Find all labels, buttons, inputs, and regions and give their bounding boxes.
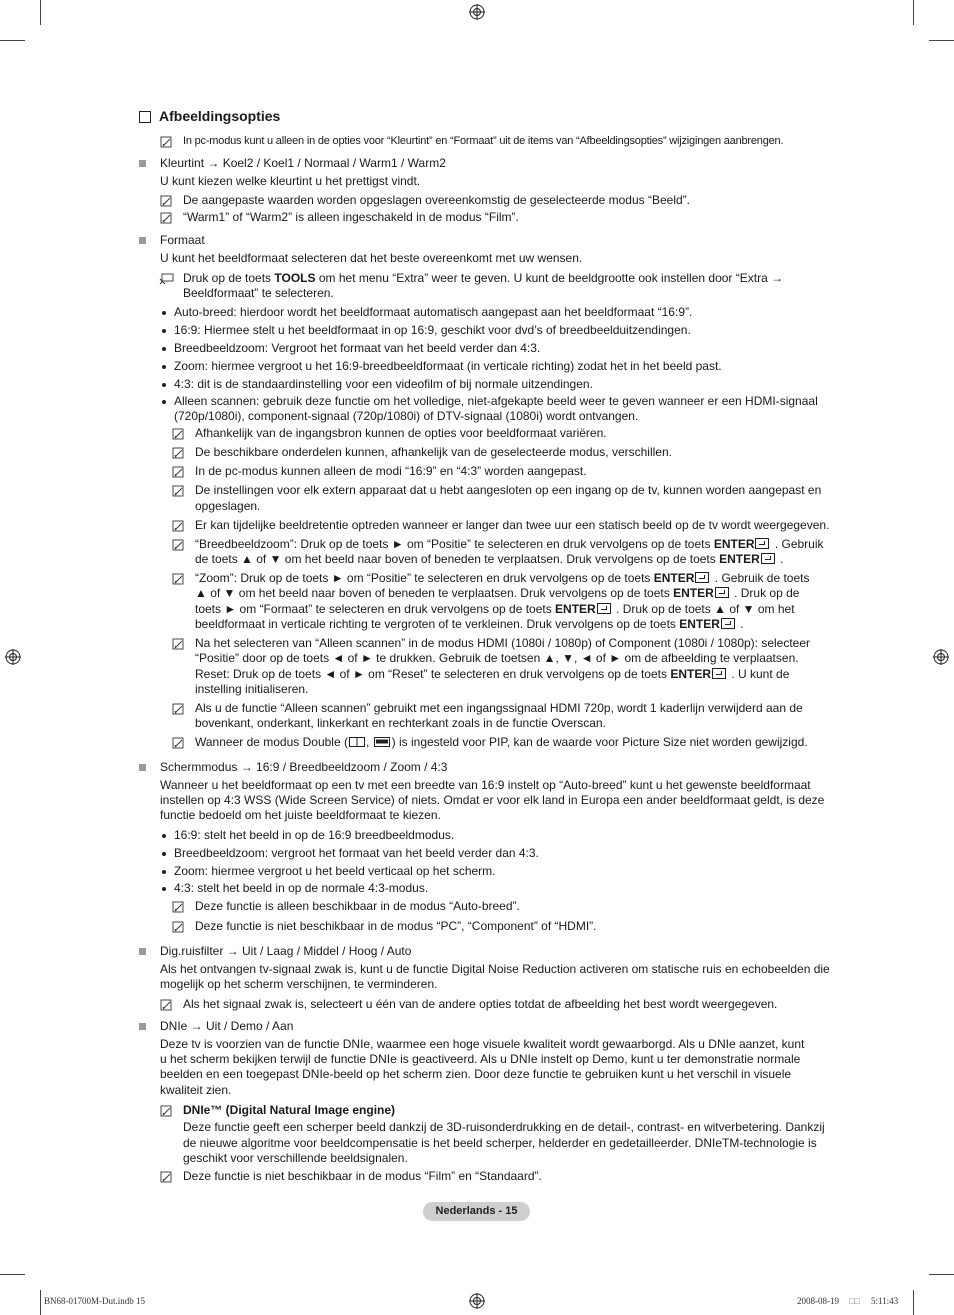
dnie-desc: beelden en een toegepast DNIe-beeld op het scherm zien. Door deze functie te gebruiken kunt u het verschil in visuele [160,1067,792,1081]
schermmodus-bullet: 4:3: stelt het beeld in op de normale 4:3-modus. [174,881,429,895]
bullet-dot-icon [162,852,166,856]
formaat-note: Als u de functie “Alleen scannen” gebruikt met een ingangssignaal HDMI 720p, wordt 1 kaderlijn verwijderd aan de [195,701,803,715]
note-icon [172,901,184,913]
bullet-square-icon [139,1023,146,1030]
note-icon [172,573,184,585]
kleurtint-note: “Warm1” of “Warm2” is alleen ingeschakeld in de modus “Film”. [183,210,519,224]
schermmodus-note: Deze functie is alleen beschikbaar in de modus “Auto-breed”. [195,899,520,913]
kleurtint-desc: U kunt kiezen welke kleurtint u het prettigst vindt. [160,174,421,188]
bullet-dot-icon [162,311,166,315]
crop-mark [40,0,41,25]
note-icon [172,520,184,532]
note-icon [172,703,184,715]
formaat-bullet: Alleen scannen: gebruik deze functie om het volledige, niet-afgekapte beeld weer te geven wanneer er een HDMI-signaal [174,394,818,408]
bullet-dot-icon [162,887,166,891]
formaat-note: “Breedbeeldzoom”: Druk op de toets ► om “Positie” te selecteren en druk vervolgens op de toets ENTER . Gebruik [195,537,824,551]
dnie-note: Deze functie is niet beschikbaar in de modus “Film” en “Standaard”. [183,1169,542,1183]
formaat-note-cont: opgeslagen. [195,499,261,513]
schermmodus-note: Deze functie is niet beschikbaar in de modus “PC”, “Component” of “HDMI”. [195,919,597,933]
formaat-note: Er kan tijdelijke beeldretentie optreden wanneer er langer dan twee uur een statisch beeld op de tv wordt weergegeven. [195,518,830,532]
formaat-note: Afhankelijk van de ingangsbron kunnen de opties voor beeldformaat variëren. [195,426,607,440]
formaat-note: De beschikbare onderdelen kunnen, afhankelijk van de geselecteerde modus, verschillen. [195,445,672,459]
formaat-note-cont: bovenkant, onderkant, linkerkant en rechterkant zoals in de functie Overscan. [195,716,606,730]
dnie-note-body: Deze functie geeft een scherper beeld dankzij de 3D-ruisonderdrukking en de detail-, contrast- en witverbetering. Dankzij [183,1120,825,1134]
footer-file: BN68-01700M-Dut.indb 15 [44,1296,145,1306]
formaat-bullet-cont: (720p/1080i), component-signaal (720p/1080i) of DTV-signaal (1080i) wordt ontvangen. [174,409,639,423]
ruisfilter-desc: Als het ontvangen tv-signaal zwak is, kunt u de functie Digital Noise Reduction activeren om statische ruis en echobeelden die [160,962,830,976]
bullet-dot-icon [162,834,166,838]
note-icon [172,428,184,440]
schermmodus-desc: functie bedoeld om het juiste beeldformaat te kiezen. [160,808,441,822]
ruisfilter-note: Als het signaal zwak is, selecteert u één van de andere opties totdat de afbeelding het best wordt weergegeven. [183,997,778,1011]
tools-note-line2: Beeldformaat” te selecteren. [183,286,334,300]
formaat-note-cont: “Positie” door op de toets ◄ of ► te drukken. Gebruik de toetsen ▲, ▼, ◄ of ► om de afbeelding te verplaatsen. [195,651,799,665]
schermmodus-desc: Wanneer u het beeldformaat op een tv met een breedte van 16:9 instelt op “Auto-breed” kunt u het gewenste beeldformaat [160,778,811,792]
crop-mark [929,1274,954,1275]
note-icon [160,1105,172,1117]
double-pip-icon [374,737,390,747]
formaat-bullet: Breedbeeldzoom: Vergroot het formaat van het beeld verder dan 4:3. [174,341,541,355]
registration-mark-icon [5,649,21,665]
checkbox-square-icon [139,111,151,123]
schermmodus-desc: instellen op 4:3 WSS (Wide Screen Service) of niets. Omdat er voor elk land in Europa een ander beeldformaat geldt, is deze [160,793,825,807]
dnie-desc: kwaliteit zien. [160,1083,232,1097]
page-number-badge: Nederlands - 15 [423,1202,530,1221]
crop-mark [0,40,25,41]
footer-boxes: □□ [849,1296,860,1306]
dnie-note-body: de nieuwe algoritme voor beeldcompensatie is het beeld scherper, helderder en gedetailleerder. DNIeTM-technologie is [183,1136,817,1150]
formaat-bullet: Auto-breed: hierdoor wordt het beeldformaat automatisch aangepast aan het beeldformaat “16:9”. [174,305,693,319]
formaat-note-cont: Reset: Druk op de toets ◄ of ► om “Reset” te selecteren en druk vervolgens op de toets ENTER . U kunt de [195,667,790,681]
note-icon [172,447,184,459]
footer-time: 5:11:43 [871,1296,899,1306]
formaat-note: Na het selecteren van “Alleen scannen” in de modus HDMI (1080i / 1080p) of Component (1080i / 1080p): selecteer [195,636,811,650]
formaat-bullet: 4:3: dit is de standaardinstelling voor een videofilm of bij normale uitzendingen. [174,377,593,391]
bullet-square-icon [139,160,146,167]
formaat-note-cont: beeldformaat in verticale richting te vergroten of te verkleinen. Druk vervolgens op de toets ENTER . [195,617,744,631]
bullet-dot-icon [162,365,166,369]
ruisfilter-heading: Dig.ruisfilter → Uit / Laag / Middel / Hoog / Auto [160,944,412,958]
registration-mark-icon [469,1293,485,1309]
bullet-dot-icon [162,347,166,351]
formaat-note: In de pc-modus kunnen alleen de modi “16:9” en “4:3” worden aangepast. [195,464,587,478]
kleurtint-note: De aangepaste waarden worden opgeslagen overeenkomstig de geselecteerde modus “Beeld”. [183,193,690,207]
dnie-heading: DNIe → Uit / Demo / Aan [160,1019,294,1033]
note-icon [172,539,184,551]
formaat-note-cont: ▲ of ▼ om het beeld naar boven of beneden te verplaatsen. Druk vervolgens op de toets ENTER . Druk op de [195,586,800,600]
enter-icon [721,618,735,629]
double-pip-icon [349,737,365,747]
crop-mark [913,1290,914,1315]
formaat-bullet: Zoom: hiermee vergroot u het 16:9-breedbeeldformaat (in verticale richting) zodat het in het beeld past. [174,359,722,373]
dnie-note-title: DNIe™ (Digital Natural Image engine) [183,1103,396,1117]
note-icon [160,195,172,207]
formaat-note-cont: de toets ▲ of ▼ om het beeld naar boven of beneden te verplaatsen. Druk vervolgens op de toets ENTER . [195,552,784,566]
registration-mark-icon [469,4,485,20]
formaat-note-cont: toets ► om “Formaat” te selecteren en druk vervolgens op de toets ENTER . Druk op de toets ▲ of ▼ om het [195,602,795,616]
crop-mark [929,40,954,41]
enter-icon [712,668,726,679]
tools-note: Druk op de toets TOOLS om het menu “Extra” weer te geven. U kunt de beeldgrootte ook instellen door “Extra → [183,271,784,285]
bullet-dot-icon [162,383,166,387]
enter-icon [761,553,775,564]
tools-icon [159,273,174,285]
note-icon [172,638,184,650]
schermmodus-bullet: Zoom: hiermee vergroot u het beeld verticaal op het scherm. [174,864,496,878]
formaat-note: Wanneer de modus Double ( , ) is ingesteld voor PIP, kan de waarde voor Picture Size niet worden gewijzigd. [195,735,808,749]
bullet-square-icon [139,764,146,771]
formaat-heading: Formaat [160,233,205,247]
section-title: Afbeeldingsopties [159,108,281,124]
registration-mark-icon [933,649,949,665]
dnie-desc: u het scherm bekijken terwijl de functie DNIe is geactiveerd. Als u DNIe instelt op Demo, kunt u ter demonstratie normale [160,1052,801,1066]
enter-icon [597,603,611,614]
schermmodus-bullet: 16:9: stelt het beeld in op de 16:9 breedbeeldmodus. [174,828,455,842]
note-icon [172,737,184,749]
crop-mark [0,1274,25,1275]
dnie-note-body: geschikt voor verschillende beeldsignalen. [183,1151,408,1165]
bullet-dot-icon [162,870,166,874]
note-icon [172,485,184,497]
formaat-bullet: 16:9: Hiermee stelt u het beeldformaat in op 16:9, geschikt voor dvd’s of breedbeelduitzendingen. [174,323,691,337]
bullet-square-icon [139,948,146,955]
schermmodus-bullet: Breedbeeldzoom: vergroot het formaat van het beeld verder dan 4:3. [174,846,539,860]
bullet-square-icon [139,237,146,244]
footer-date: 2008-08-19 [797,1296,839,1306]
schermmodus-heading: Schermmodus → 16:9 / Breedbeeldzoom / Zoom / 4:3 [160,760,448,774]
kleurtint-heading: Kleurtint → Koel2 / Koel1 / Normaal / Warm1 / Warm2 [160,156,446,170]
note-icon [172,466,184,478]
bullet-dot-icon [162,329,166,333]
ruisfilter-desc: mogelijk op het scherm verschijnen, te verminderen. [160,977,438,991]
intro-note: In pc-modus kunt u alleen in de opties voor “Kleurtint” en “Formaat” uit de items van “Afbeeldingsopties” wijzigingen aanbrengen. [183,135,784,147]
enter-icon [695,572,709,583]
note-icon [160,1171,172,1183]
note-icon [172,921,184,933]
enter-icon [755,538,769,549]
formaat-desc: U kunt het beeldformaat selecteren dat het beste overeenkomt met uw wensen. [160,251,583,265]
formaat-note: De instellingen voor elk extern apparaat dat u hebt aangesloten op een ingang op de tv, kunnen worden aangepast en [195,483,822,497]
enter-icon [715,587,729,598]
crop-mark [40,1290,41,1315]
note-icon [160,999,172,1011]
note-icon [160,212,172,224]
note-icon [160,136,172,148]
formaat-note-cont: instelling initialiseren. [195,682,309,696]
dnie-desc: Deze tv is voorzien van de functie DNIe, waarmee een hoge visuele kwaliteit wordt gewaarborgd. Als u DNIe aanzet, kunt [160,1037,805,1051]
bullet-dot-icon [162,400,166,404]
formaat-note: “Zoom”: Druk op de toets ► om “Positie” te selecteren en druk vervolgens op de toets ENTER . Gebruik de toets [195,571,810,585]
crop-mark [913,0,914,25]
